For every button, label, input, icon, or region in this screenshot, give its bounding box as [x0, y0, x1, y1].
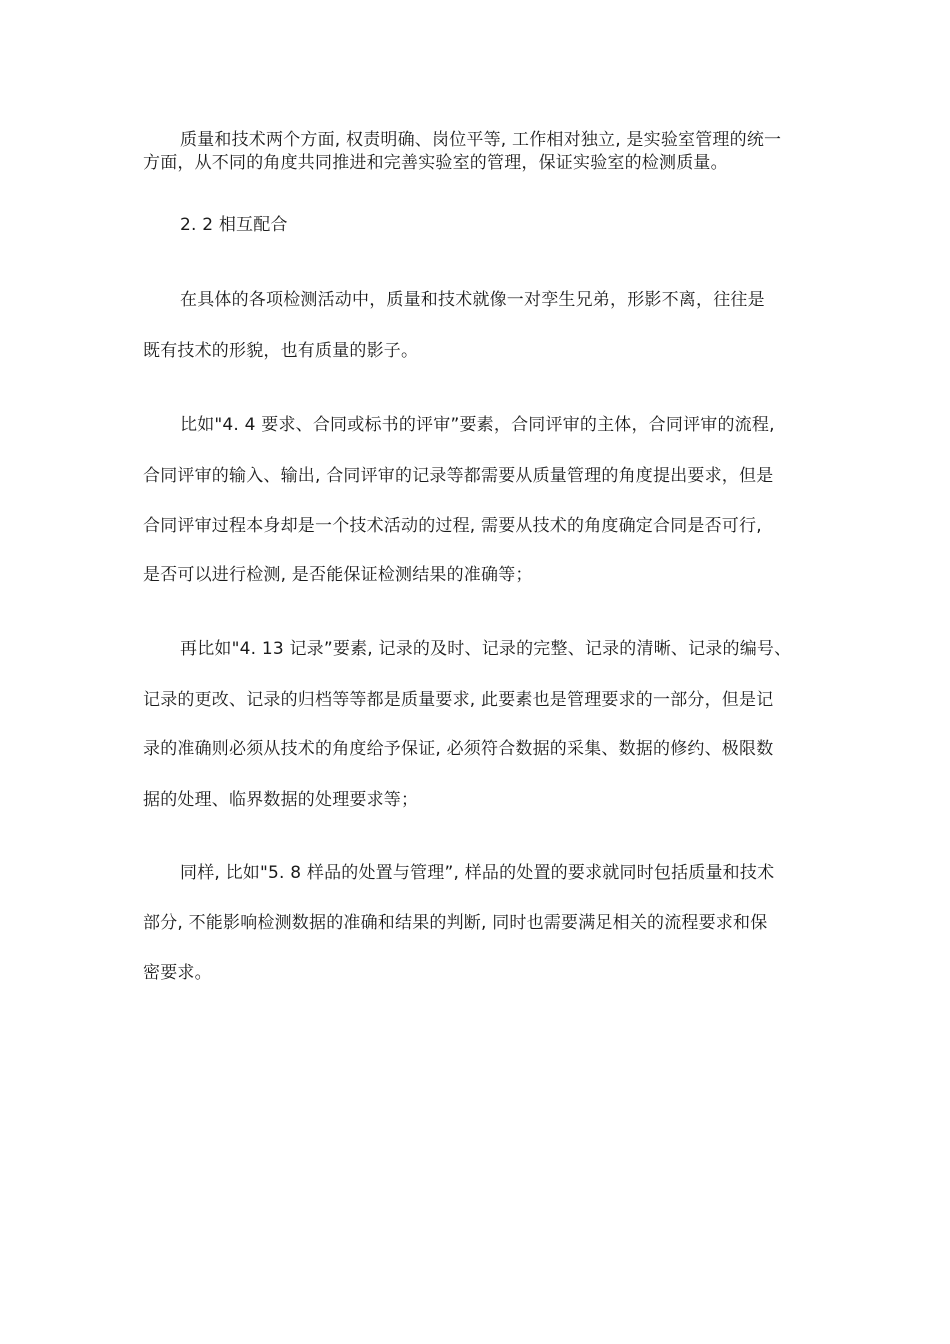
paragraph-4-line-4: 据的处理、临界数据的处理要求等；: [143, 790, 419, 810]
paragraph-5-line-1: 同样, 比如"5. 8 样品的处置与管理”, 样品的处置的要求就同时包括质量和技术: [180, 863, 775, 883]
paragraph-3-line-4: 是否可以进行检测, 是否能保证检测结果的准确等；: [143, 565, 533, 585]
paragraph-2-line-1: 在具体的各项检测活动中，质量和技术就像一对孪生兄弟，形影不离，往往是: [180, 290, 765, 310]
paragraph-5-line-3: 密要求。: [143, 963, 212, 983]
paragraph-4-line-1: 再比如"4. 13 记录”要素, 记录的及时、记录的完整、记录的清晰、记录的编号、: [180, 639, 792, 659]
paragraph-2-line-2: 既有技术的形貌，也有质量的影子。: [143, 341, 419, 361]
section-heading: 2. 2 相互配合: [180, 215, 288, 235]
paragraph-3-line-1: 比如"4. 4 要求、合同或标书的评审”要素，合同评审的主体，合同评审的流程,: [180, 415, 775, 435]
paragraph-5-line-2: 部分, 不能影响检测数据的准确和结果的判断, 同时也需要满足相关的流程要求和保: [143, 913, 768, 933]
paragraph-3-line-3: 合同评审过程本身却是一个技术活动的过程, 需要从技术的角度确定合同是否可行,: [143, 516, 762, 536]
paragraph-1-line-1: 质量和技术两个方面, 权责明确、岗位平等, 工作相对独立, 是实验室管理的统一: [180, 130, 782, 150]
paragraph-4-line-3: 录的准确则必须从技术的角度给予保证, 必须符合数据的采集、数据的修约、极限数: [143, 739, 774, 759]
paragraph-3-line-2: 合同评审的输入、输出, 合同评审的记录等都需要从质量管理的角度提出要求，但是: [143, 466, 774, 486]
paragraph-4-line-2: 记录的更改、记录的归档等等都是质量要求, 此要素也是管理要求的一部分，但是记: [143, 690, 774, 710]
paragraph-1-line-2: 方面，从不同的角度共同推进和完善实验室的管理，保证实验室的检测质量。: [143, 153, 728, 173]
